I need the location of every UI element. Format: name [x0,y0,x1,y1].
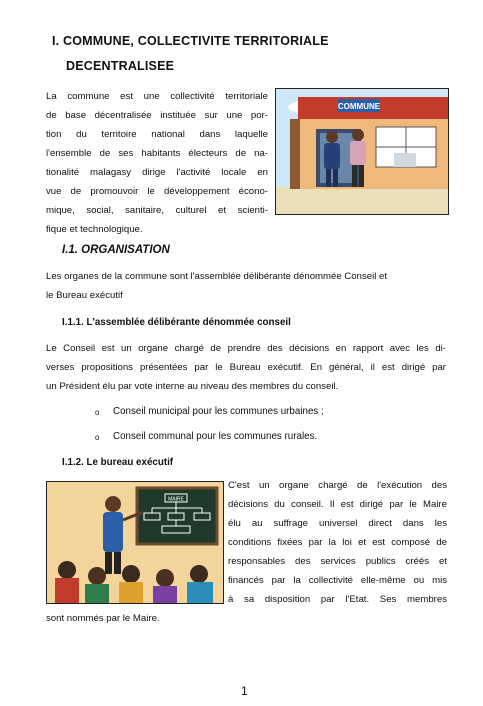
organisation-paragraph [46,267,446,305]
page-number: 1 [241,684,248,698]
section-title-line2: DECENTRALISEE [66,59,175,73]
bullet-item-rural [95,431,317,444]
assembly-heading: I.1.1. L'assemblée délibérante dénommée conseil [62,317,291,328]
section-title-line1: I. COMMUNE, COLLECTIVITE TERRITORIALE [52,34,329,48]
intro-paragraph [46,87,268,239]
assembly-line: verses propositions présentées par le Bureau exécutif. En général, il est dirigé par [46,362,446,373]
meeting-illustration [46,481,224,604]
intro-line: de base décentralisée instituée sur une por- [46,110,268,121]
bureau-heading: I.1.2. Le bureau exécutif [62,457,174,468]
assembly-line: Le Conseil est un organe chargé de prendre des décisions en rapport avec les di- [46,343,446,354]
bullet-item-urban [95,406,324,419]
bullet-text: Conseil communal pour les communes rurales. [113,431,318,442]
bureau-line: élu au suffrage universel direct dans les [228,518,447,529]
intro-line: vue de promouvoir le développement écono- [46,186,268,197]
organisation-line: le Bureau exécutif [46,290,123,301]
bureau-line: décisions du conseil. Il est dirigé par le Maire [228,499,447,510]
org-chart-top-label: MAIRE [168,496,184,503]
commune-building-illustration [275,88,449,215]
intro-line: La commune est une collectivité territoriale [46,91,268,102]
assembly-paragraph [46,339,446,396]
assembly-line: un Président élu par vote interne au niveau des membres du conseil. [46,381,339,392]
intro-line: l'ensemble de ses habitants électeurs de na- [46,148,268,159]
bureau-line: responsables des services publics créés et [228,556,447,567]
bullet-text: Conseil municipal pour les communes urbaines ; [113,406,324,417]
bullet-mark: o [95,408,100,417]
intro-line: tionalité malagasy dirige l'activité locale en [46,167,268,178]
bureau-line: financés par la collectivité elle-même ou mis [228,575,447,586]
organisation-line: Les organes de la commune sont l'assemblée délibérante dénommée Conseil et [46,271,388,282]
organisation-heading: I.1. ORGANISATION [62,244,170,256]
bureau-paragraph [228,476,447,609]
commune-sign: COMMUNE [337,102,381,111]
intro-line: tion du territoire national dans laquelle [46,129,268,140]
bureau-line: à sa disposition par l'Etat. Ses membres [228,594,447,605]
intro-line: fique et technologique. [46,224,143,235]
bureau-line: conditions fixées par la loi et est composé de [228,537,447,548]
intro-line: mique, social, sanitaire, culturel et scienti- [46,205,268,216]
bureau-line: C'est un organe chargé de l'exécution des [228,480,447,491]
bullet-mark: o [95,433,100,442]
bureau-last-line: sont nommés par le Maire. [46,613,160,624]
